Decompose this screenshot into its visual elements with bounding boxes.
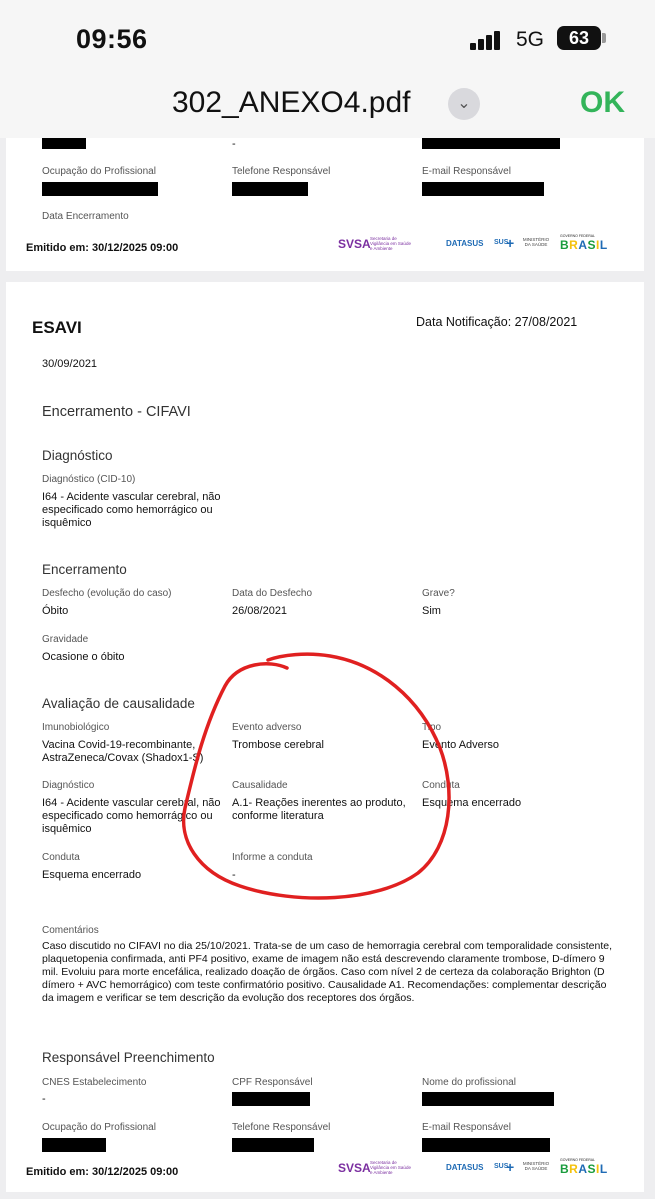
field-value: I64 - Acidente vascular cerebral, não especificado como hemorrágico ou isquêmico	[42, 491, 221, 529]
svsa-logo: SVSA	[338, 237, 371, 251]
field-value: Óbito	[42, 605, 69, 617]
battery-icon: 63	[557, 26, 601, 50]
emitted-date: Emitido em: 30/12/2025 09:00	[26, 1166, 179, 1178]
section-title: Encerramento	[42, 562, 127, 577]
plus-icon: +	[506, 1159, 515, 1175]
redaction	[232, 1092, 310, 1106]
ministerio-logo: MINISTÉRIO DA SAÚDE	[522, 237, 550, 247]
redaction	[42, 138, 86, 149]
battery-tip	[602, 33, 606, 43]
pdf-page-2	[6, 282, 644, 1192]
sus-logo: SUS	[494, 1163, 509, 1170]
svsa-subtitle: Secretaria de Vigilância em Saúde e Ambiente	[370, 1160, 411, 1175]
pdf-page-1	[6, 138, 644, 271]
redaction	[422, 1092, 554, 1106]
field-label: Imunobiológico	[42, 722, 110, 733]
svsa-subtitle: Secretaria de Vigilância em Saúde e Ambiente	[370, 236, 411, 251]
notification-date: Data Notificação: 27/08/2021	[416, 315, 578, 329]
field-value: A.1- Reações inerentes ao produto, conforme literatura	[232, 797, 406, 822]
field-label: Ocupação do Profissional	[42, 166, 156, 177]
comments-text: Caso discutido no CIFAVI no dia 25/10/2021. Trata-se de um caso de hemorragia cerebral com temporalidade consistente, plaquetopenia confirmada, anti PF4 positivo, exame de imagem não está descrevendo claramente trombose, D-dímero 9 mil. Evoluiu para morte encefálica, realizado doação de órgãos. Caso com nível 2 de certeza da colaboração Brighton (D dímero + AVC hemorrágico) com teste confirmatório positivo. Causalidade A1. Recomendações: complementar descrição da imagem e verificar se tem descrição da evolução dos receptores dos órgãos.	[42, 940, 613, 1004]
form-header: ESAVI	[32, 318, 82, 337]
redaction	[422, 1138, 550, 1152]
field-label: Ocupação do Profissional	[42, 1122, 156, 1133]
network-type: 5G	[516, 28, 545, 51]
clock: 09:56	[76, 24, 148, 54]
brasil-logo: GOVERNO FEDERAL BRASIL	[560, 1158, 608, 1176]
field-label: Informe a conduta	[232, 852, 313, 863]
field-value: Ocasione o óbito	[42, 651, 125, 663]
redaction	[232, 1138, 314, 1152]
datasus-logo: DATASUS	[446, 1163, 484, 1172]
footer-logos	[338, 1158, 608, 1178]
dash-value: -	[232, 138, 236, 150]
emitted-date: Emitido em: 30/12/2025 09:00	[26, 242, 179, 254]
ministerio-logo: MINISTÉRIO DA SAÚDE	[522, 1161, 550, 1171]
svsa-logo: SVSA	[338, 1161, 371, 1175]
field-label: Data do Desfecho	[232, 588, 313, 599]
chevron-down-icon[interactable]: ⌄	[448, 88, 480, 120]
redaction	[42, 182, 158, 196]
redaction	[42, 1138, 106, 1152]
redaction	[422, 138, 560, 149]
field-label: Desfecho (evolução do caso)	[42, 588, 172, 599]
section-title: Avaliação de causalidade	[42, 696, 195, 711]
field-value: 26/08/2021	[232, 605, 288, 617]
section-title: Diagnóstico	[42, 448, 113, 463]
section-title: Encerramento - CIFAVI	[42, 404, 191, 420]
field-label: Causalidade	[232, 780, 288, 791]
document-nav-bar	[0, 78, 655, 138]
field-value: Vacina Covid-19-recombinante, AstraZeneca/Covax (Shadox1-S)	[42, 739, 204, 764]
field-value: Esquema encerrado	[42, 869, 142, 881]
redaction	[422, 182, 544, 196]
ok-button[interactable]: OK	[580, 86, 625, 119]
field-value: I64 - Acidente vascular cerebral, não especificado como hemorrágico ou isquêmico	[42, 797, 221, 835]
field-label: CPF Responsável	[232, 1077, 313, 1088]
field-label: E-mail Responsável	[422, 1122, 511, 1133]
field-label: Telefone Responsável	[232, 166, 331, 177]
datasus-logo: DATASUS	[446, 239, 484, 248]
field-value: Evento Adverso	[422, 739, 500, 751]
field-label: E-mail Responsável	[422, 166, 511, 177]
field-label: Evento adverso	[232, 722, 302, 733]
field-label: CNES Estabelecimento	[42, 1077, 147, 1088]
field-value: Sim	[422, 605, 441, 617]
sus-logo: SUS	[494, 239, 509, 246]
signal-icon	[470, 28, 506, 50]
field-label: Gravidade	[42, 634, 89, 645]
document-title[interactable]: 302_ANEXO4.pdf	[172, 86, 411, 119]
plus-icon: +	[506, 235, 515, 251]
field-label: Conduta	[422, 780, 460, 791]
field-value: -	[232, 869, 236, 881]
field-value: -	[42, 1093, 46, 1105]
field-label: Nome do profissional	[422, 1077, 516, 1088]
field-label: Data Encerramento	[42, 211, 129, 222]
field-label: Comentários	[42, 925, 99, 936]
field-label: Tipo	[422, 722, 442, 733]
field-value: Esquema encerrado	[422, 797, 522, 809]
brasil-logo: GOVERNO FEDERAL BRASIL	[560, 234, 608, 252]
field-label: Grave?	[422, 588, 455, 599]
field-label: Telefone Responsável	[232, 1122, 331, 1133]
field-value: Trombose cerebral	[232, 739, 324, 751]
date-line: 30/09/2021	[42, 358, 98, 370]
status-bar	[0, 0, 655, 78]
redaction	[232, 182, 308, 196]
field-label: Conduta	[42, 852, 80, 863]
field-label: Diagnóstico	[42, 780, 95, 791]
section-title: Responsável Preenchimento	[42, 1050, 215, 1065]
footer-logos	[338, 234, 608, 254]
field-label: Diagnóstico (CID-10)	[42, 474, 136, 485]
